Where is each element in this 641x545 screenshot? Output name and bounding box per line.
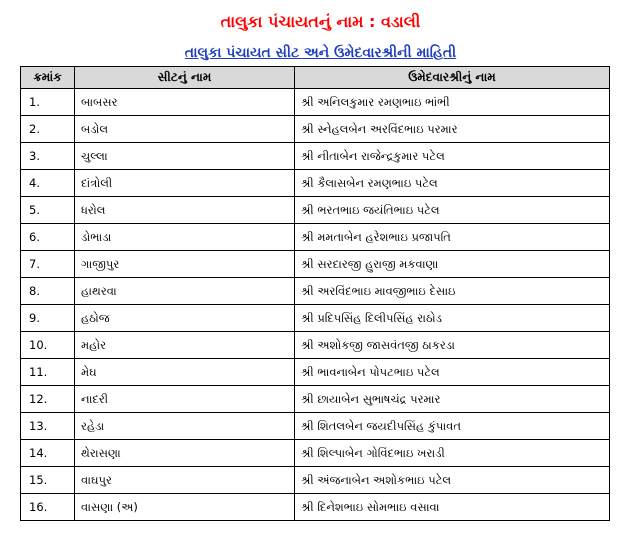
table-row	[21, 251, 610, 278]
page-subtitle: તાલુકા પંચાયત સીટ અને ઉમેદવારશ્રીની માહિતી	[184, 45, 457, 61]
serial-cell: 4.	[21, 170, 75, 197]
serial-cell: 16.	[21, 494, 75, 521]
seat-cell: રહેડા	[75, 413, 295, 440]
seat-cell: મેઘ	[75, 359, 295, 386]
seat-cell: બાબસર	[75, 89, 295, 116]
serial-cell: 7.	[21, 251, 75, 278]
seat-cell: મહોર	[75, 332, 295, 359]
table-row	[21, 332, 610, 359]
serial-cell: 15.	[21, 467, 75, 494]
candidate-cell: શ્રી શિતલબેન જયદીપસિંહ કુંપાવત	[295, 413, 610, 440]
serial-cell: 10.	[21, 332, 75, 359]
serial-cell: 14.	[21, 440, 75, 467]
table-row	[21, 413, 610, 440]
table-header-row	[21, 67, 610, 89]
seat-cell: ગાજીપુર	[75, 251, 295, 278]
candidate-cell: શ્રી મમતાબેન હરેશભાઇ પ્રજાપતિ	[295, 224, 610, 251]
seat-cell: વાઘપુર	[75, 467, 295, 494]
serial-cell: 9.	[21, 305, 75, 332]
candidate-cell: શ્રી સ્નેહલબેન અરવિંદભાઇ પરમાર	[295, 116, 610, 143]
candidate-cell: શ્રી દિનેશભાઇ સોમભાઇ વસાવા	[295, 494, 610, 521]
serial-cell: 8.	[21, 278, 75, 305]
page-title: તાલુકા પંચાયતનું નામ : વડાલી	[220, 12, 421, 31]
seat-cell: હાથરવા	[75, 278, 295, 305]
table-row	[21, 170, 610, 197]
candidate-cell: શ્રી શિલ્પાબેન ગોવિંદભાઇ ખરાડી	[295, 440, 610, 467]
serial-cell: 3.	[21, 143, 75, 170]
seat-cell: હઠોજ	[75, 305, 295, 332]
header-seat-name: સીટનું નામ	[75, 67, 295, 89]
candidate-cell: શ્રી ભાવનાબેન પોપટભાઇ પટેલ	[295, 359, 610, 386]
table-row	[21, 197, 610, 224]
candidate-cell: શ્રી કૈલાસબેન રમણભાઇ પટેલ	[295, 170, 610, 197]
serial-cell: 13.	[21, 413, 75, 440]
serial-cell: 12.	[21, 386, 75, 413]
candidate-cell: શ્રી સરદારજી હુરાજી મકવાણા	[295, 251, 610, 278]
header-candidate-name: ઉમેદવારશ્રીનું નામ	[295, 67, 610, 89]
candidates-table	[20, 66, 610, 521]
candidate-cell: શ્રી છાયાબેન સુભાષચંદ્ર પરમાર	[295, 386, 610, 413]
table-row	[21, 278, 610, 305]
candidate-cell: શ્રી અનિલકુમાર રમણભાઇ ભાંભી	[295, 89, 610, 116]
serial-cell: 1.	[21, 89, 75, 116]
serial-cell: 5.	[21, 197, 75, 224]
table-row	[21, 440, 610, 467]
table-row	[21, 494, 610, 521]
table-row	[21, 386, 610, 413]
table-row	[21, 143, 610, 170]
seat-cell: વાસણા (અ)	[75, 494, 295, 521]
seat-cell: દાંત્રોલી	[75, 170, 295, 197]
seat-cell: થેરાસણા	[75, 440, 295, 467]
candidate-cell: શ્રી અશોકજી જાસવંતજી ઠાકરડા	[295, 332, 610, 359]
table-row	[21, 116, 610, 143]
table-row	[21, 359, 610, 386]
header-serial: ક્રમાંક	[21, 67, 75, 89]
table-row	[21, 305, 610, 332]
candidate-cell: શ્રી ભરતભાઇ જયંતિભાઇ પટેલ	[295, 197, 610, 224]
serial-cell: 6.	[21, 224, 75, 251]
seat-cell: ડોભાડા	[75, 224, 295, 251]
seat-cell: ચુલ્લા	[75, 143, 295, 170]
seat-cell: બડોલ	[75, 116, 295, 143]
table-row	[21, 89, 610, 116]
seat-cell: નાદરી	[75, 386, 295, 413]
table-row	[21, 224, 610, 251]
seat-cell: ધરોલ	[75, 197, 295, 224]
candidate-cell: શ્રી અંજનાબેન અશોકભાઇ પટેલ	[295, 467, 610, 494]
candidate-cell: શ્રી પ્રદિપસિંહ દિલીપસિંહ રાઠોડ	[295, 305, 610, 332]
serial-cell: 2.	[21, 116, 75, 143]
candidate-cell: શ્રી અરવિંદભાઇ માવજીભાઇ દેસાઇ	[295, 278, 610, 305]
candidate-cell: શ્રી નીતાબેન રાજેન્દ્રકુમાર પટેલ	[295, 143, 610, 170]
serial-cell: 11.	[21, 359, 75, 386]
table-row	[21, 467, 610, 494]
